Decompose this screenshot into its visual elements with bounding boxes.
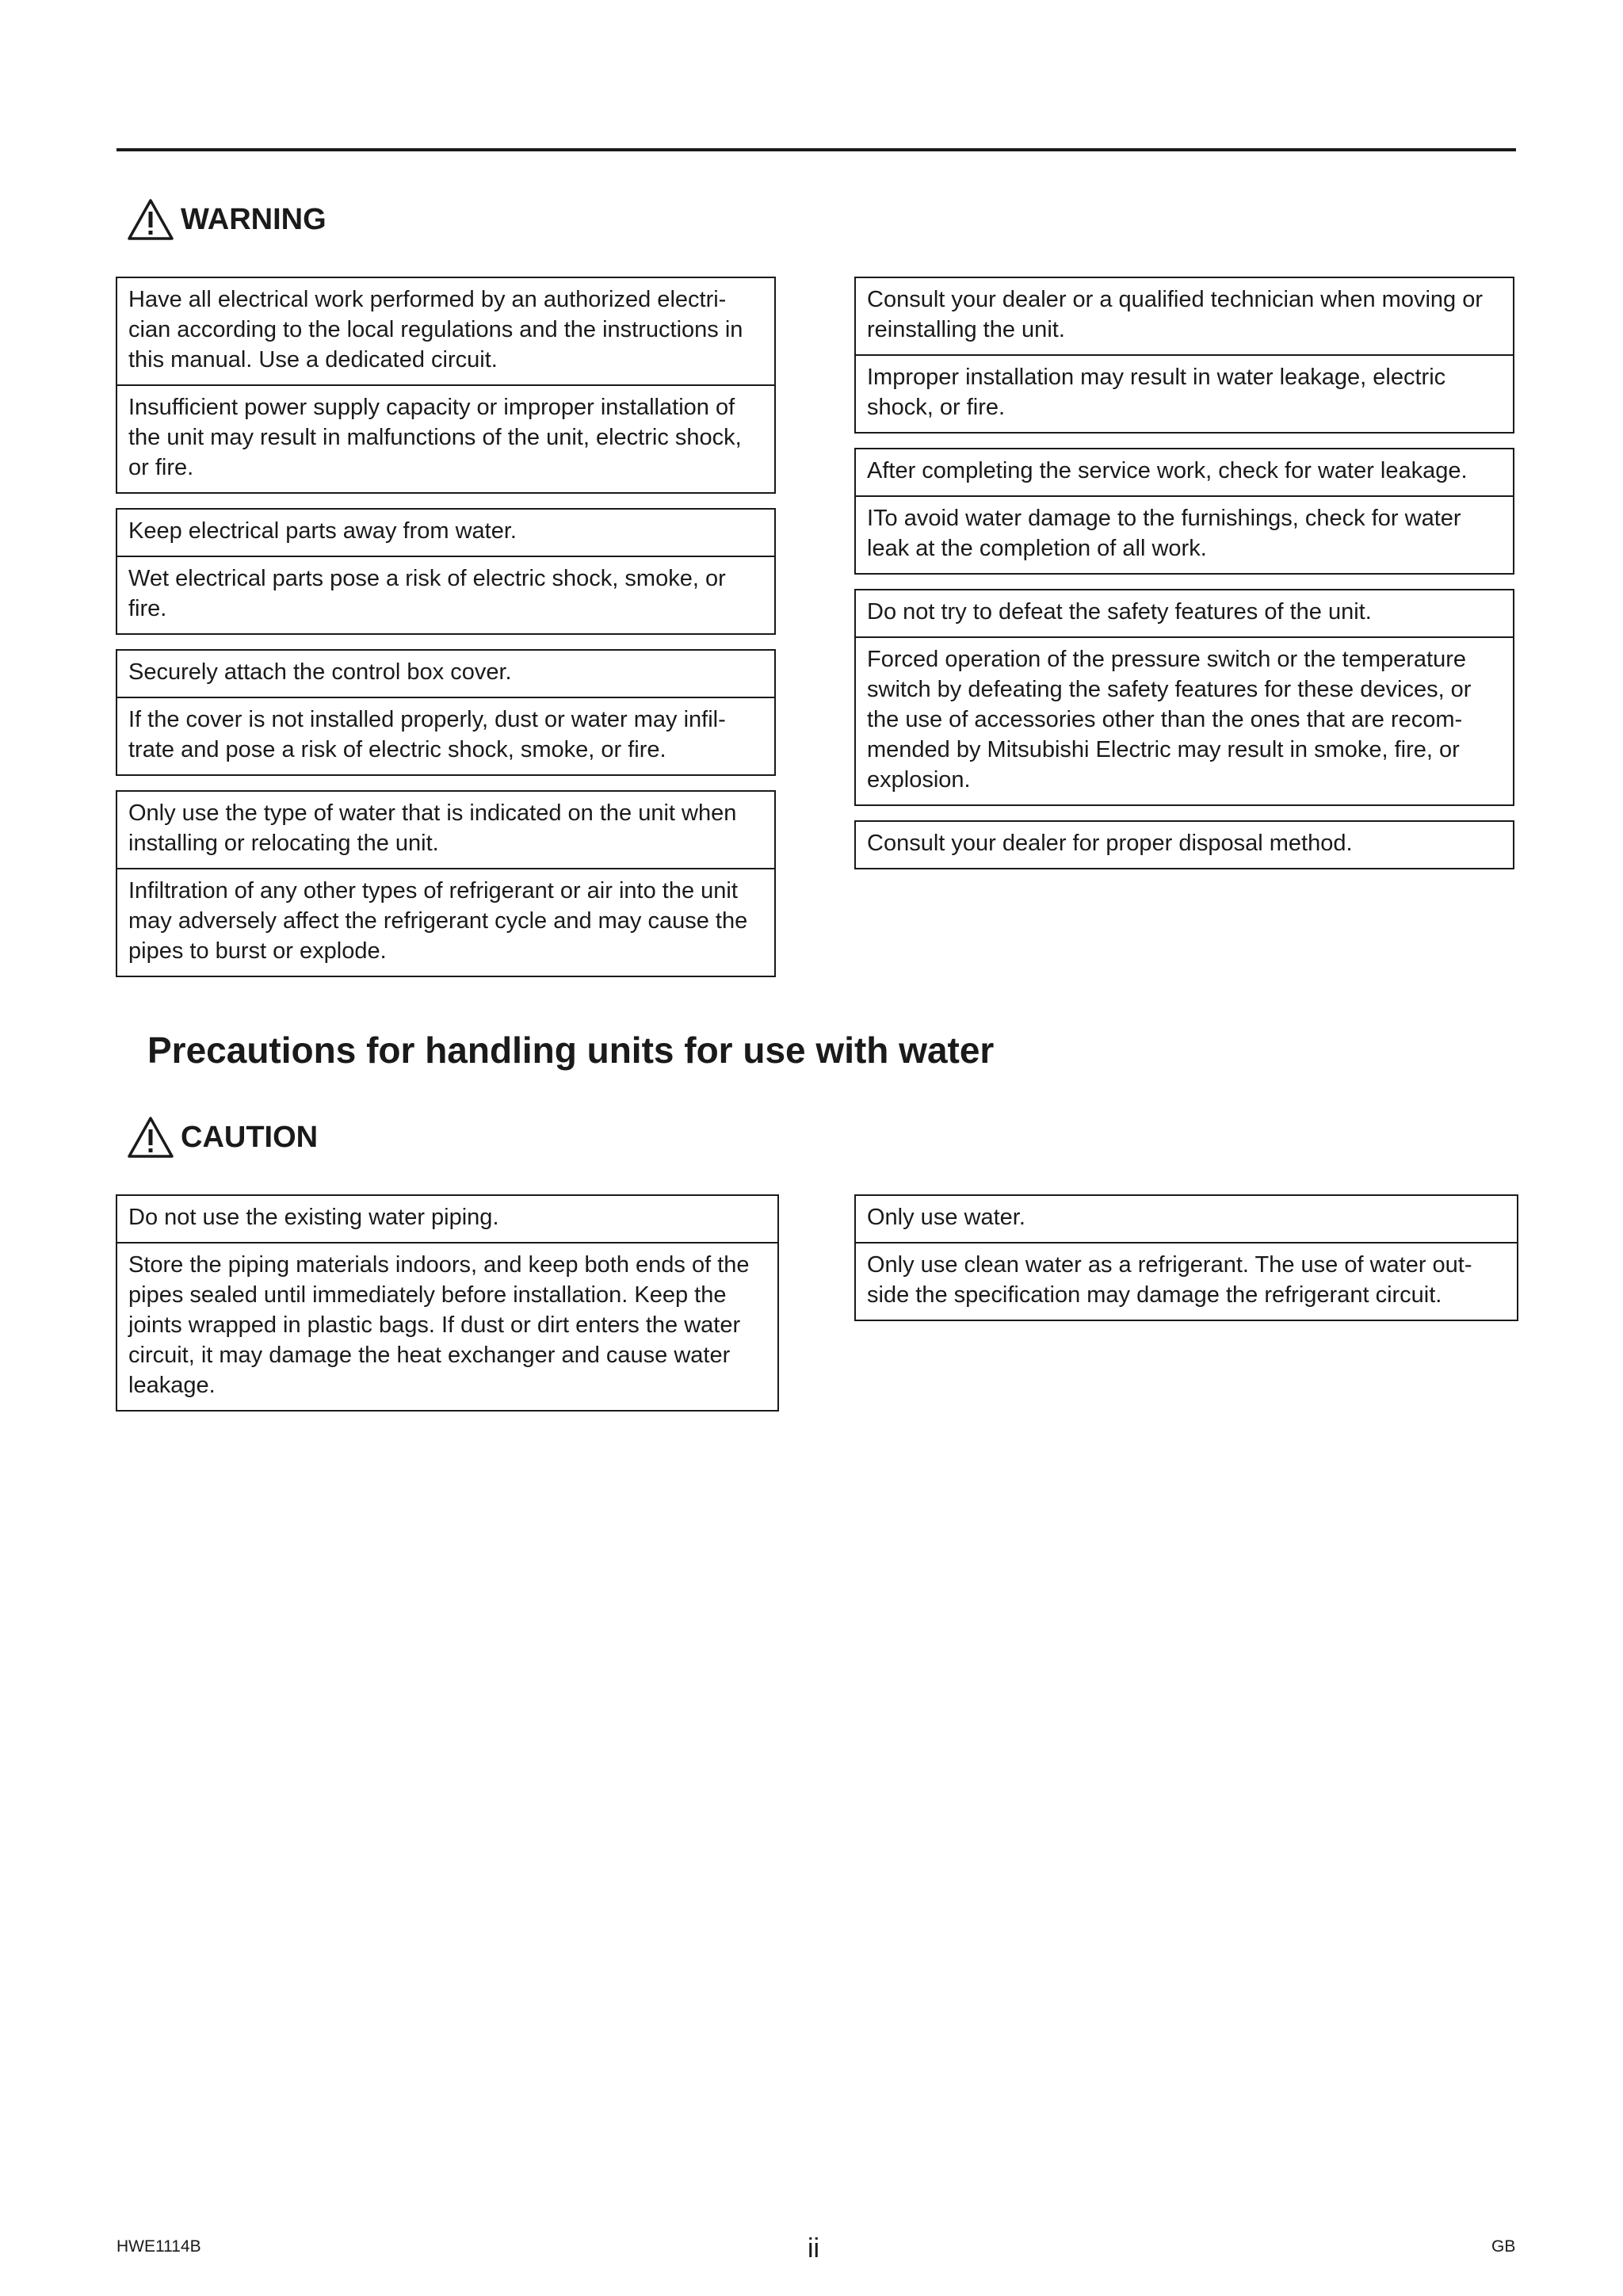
- warning-consequence: Forced operation of the pressure switch or the temperature switch by defeating the safety features for these devices, or the use of accessories other than the ones that are recom-mended by Mitsubishi Electric may result in smoke, fire, or explosion.: [856, 636, 1513, 804]
- caution-box: [854, 1194, 1518, 1321]
- warning-instruction: Keep electrical parts away from water.: [128, 518, 517, 544]
- warning-consequence: Infiltration of any other types of refrigerant or air into the unit may adversely affect the refrigerant cycle and may cause the pipes to burst or explode.: [117, 868, 774, 976]
- warning-consequence: ITo avoid water damage to the furnishings, check for water leak at the completion of all work.: [856, 495, 1513, 573]
- header-rule: [116, 148, 1516, 151]
- warning-box: [854, 589, 1514, 806]
- warning-box: [116, 277, 776, 494]
- section-title: Precautions for handling units for use with water: [147, 1030, 995, 1071]
- warning-instruction: Consult your dealer for proper disposal method.: [867, 831, 1353, 856]
- caution-instruction: Only use water.: [867, 1205, 1025, 1230]
- caution-consequence: Only use clean water as a refrigerant. The use of water out-side the specification may damage the refrigerant circuit.: [856, 1242, 1517, 1320]
- warning-instruction: Consult your dealer or a qualified technician when moving or reinstalling the unit.: [867, 287, 1483, 342]
- caution-consequence: Store the piping materials indoors, and keep both ends of the pipes sealed until immediately before installation. Keep the joints wrapped in plastic bags. If dust or dirt enters the water circuit, it may damage the heat exchanger and cause water leakage.: [117, 1242, 777, 1410]
- warning-box: [116, 649, 776, 776]
- caution-box: [116, 1194, 779, 1412]
- warning-box: [854, 820, 1514, 869]
- doc-code: HWE1114B: [116, 2237, 201, 2256]
- warning-box: [854, 448, 1514, 575]
- warning-box: [854, 277, 1514, 434]
- warning-instruction: Only use the type of water that is indicated on the unit when installing or relocating the unit.: [128, 800, 737, 856]
- warning-label: WARNING: [181, 202, 327, 236]
- warning-heading: [127, 198, 327, 241]
- caution-left-column: [116, 1194, 779, 1426]
- warning-triangle-icon: [127, 1116, 174, 1159]
- page-number: ii: [808, 2233, 820, 2264]
- caution-label: CAUTION: [181, 1120, 319, 1154]
- warning-left-column: [116, 277, 776, 991]
- warning-instruction: Have all electrical work performed by an authorized electri-cian according to the local regulations and the instructions in this manual. Use a dedicated circuit.: [128, 287, 743, 372]
- warning-consequence: Improper installation may result in water leakage, electric shock, or fire.: [856, 354, 1513, 432]
- caution-heading: [127, 1116, 318, 1159]
- caution-right-column: [854, 1194, 1518, 1335]
- warning-instruction: Securely attach the control box cover.: [128, 659, 512, 685]
- warning-instruction: Do not try to defeat the safety features of the unit.: [867, 599, 1372, 625]
- warning-consequence: Wet electrical parts pose a risk of electric shock, smoke, or fire.: [117, 556, 774, 633]
- caution-instruction: Do not use the existing water piping.: [128, 1205, 499, 1230]
- warning-consequence: If the cover is not installed properly, dust or water may infil-trate and pose a risk of electric shock, smoke, or fire.: [117, 697, 774, 774]
- region-code: GB: [1491, 2237, 1516, 2256]
- warning-triangle-icon: [127, 198, 174, 241]
- warning-consequence: Insufficient power supply capacity or improper installation of the unit may result in malfunctions of the unit, electric shock, or fire.: [117, 384, 774, 492]
- warning-box: [116, 790, 776, 977]
- warning-right-column: [854, 277, 1514, 884]
- warning-box: [116, 508, 776, 635]
- warning-instruction: After completing the service work, check for water leakage.: [867, 458, 1468, 483]
